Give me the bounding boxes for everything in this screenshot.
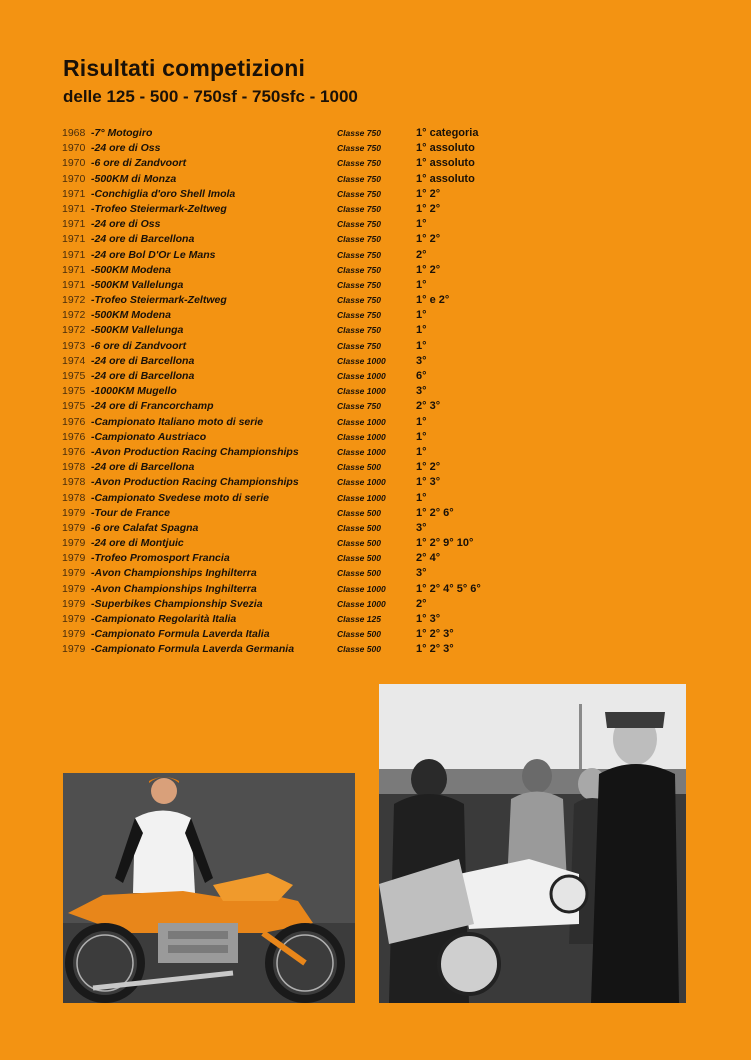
result-placement: 1° xyxy=(416,415,427,428)
result-placement: 1° xyxy=(416,218,427,231)
result-class: Classe 500 xyxy=(337,522,381,533)
result-event: -24 ore di Barcellona xyxy=(91,370,195,382)
result-event: -Trofeo Promosport Francia xyxy=(91,552,230,565)
result-row xyxy=(62,506,542,521)
result-event: -500KM Modena xyxy=(91,263,171,276)
result-placement: 1° 3° xyxy=(416,613,441,625)
result-placement: 1° 2° 3° xyxy=(416,643,454,656)
result-year: 1968 xyxy=(62,127,86,139)
result-row xyxy=(62,627,542,642)
result-placement: 1° 2° 4° 5° 6° xyxy=(416,582,481,595)
result-placement: 3° xyxy=(416,567,427,580)
result-year: 1972 xyxy=(62,294,86,307)
result-class: Classe 750 xyxy=(337,325,381,336)
result-row xyxy=(62,642,542,657)
result-year: 1979 xyxy=(62,537,86,550)
result-year: 1979 xyxy=(62,597,86,610)
result-row xyxy=(62,460,542,475)
result-event: -1000KM Mugello xyxy=(91,385,177,398)
result-row xyxy=(62,384,542,399)
result-row xyxy=(62,399,542,414)
result-class: Classe 750 xyxy=(337,173,381,184)
result-year: 1971 xyxy=(62,202,86,215)
result-row xyxy=(62,551,542,566)
result-class: Classe 125 xyxy=(337,614,381,624)
result-placement: 1° 2° 9° 10° xyxy=(416,537,474,550)
result-year: 1975 xyxy=(62,400,86,413)
result-year: 1978 xyxy=(62,476,86,489)
result-row xyxy=(62,597,542,612)
result-placement: 1° 2° xyxy=(416,233,441,246)
result-year: 1979 xyxy=(62,582,86,595)
rider-with-motorcycle-photo xyxy=(63,773,355,1003)
result-row xyxy=(62,278,542,293)
result-class: Classe 1000 xyxy=(337,583,386,594)
result-year: 1976 xyxy=(62,415,86,428)
result-placement: 6° xyxy=(416,370,427,382)
result-event: -Campionato Regolarità Italia xyxy=(91,613,237,625)
result-class: Classe 1000 xyxy=(337,492,386,503)
result-row xyxy=(62,582,542,597)
page-title: Risultati competizioni xyxy=(63,55,306,81)
result-event: -Tour de France xyxy=(91,506,170,519)
result-row xyxy=(62,187,542,202)
result-year: 1978 xyxy=(62,461,86,474)
result-class: Classe 1000 xyxy=(337,386,386,397)
result-class: Classe 750 xyxy=(337,128,381,138)
result-row xyxy=(62,566,542,581)
result-row xyxy=(62,521,542,536)
result-placement: 3° xyxy=(416,385,427,398)
result-class: Classe 750 xyxy=(337,264,381,275)
result-class: Classe 1000 xyxy=(337,416,386,427)
result-placement: 1° 2° xyxy=(416,263,441,276)
result-year: 1970 xyxy=(62,142,86,155)
result-event: -Campionato Italiano moto di serie xyxy=(91,415,264,428)
result-year: 1978 xyxy=(62,491,86,504)
result-class: Classe 750 xyxy=(337,188,381,199)
result-event: -Conchiglia d'oro Shell Imola xyxy=(91,187,236,200)
result-year: 1974 xyxy=(62,354,86,367)
paddock-black-white-photo xyxy=(379,684,686,1003)
result-class: Classe 750 xyxy=(337,143,381,154)
result-year: 1975 xyxy=(62,370,86,382)
result-class: Classe 750 xyxy=(337,340,381,351)
result-year: 1970 xyxy=(62,172,86,185)
result-class: Classe 500 xyxy=(337,629,381,640)
result-row xyxy=(62,491,542,506)
result-event: -6 ore di Zandvoort xyxy=(91,339,187,352)
result-class: Classe 500 xyxy=(337,462,381,473)
result-event: -Avon Production Racing Championships xyxy=(91,476,299,489)
result-class: Classe 1000 xyxy=(337,355,386,366)
result-event: -Campionato Svedese moto di serie xyxy=(91,491,269,504)
result-class: Classe 1000 xyxy=(337,598,386,609)
result-row xyxy=(62,202,542,217)
result-year: 1971 xyxy=(62,263,86,276)
result-placement: 1° xyxy=(416,278,427,291)
result-year: 1979 xyxy=(62,628,86,641)
result-class: Classe 500 xyxy=(337,644,381,655)
result-placement: 1° xyxy=(416,309,427,322)
result-event: -24 ore di Oss xyxy=(91,142,161,155)
result-event: -24 ore di Barcellona xyxy=(91,354,195,367)
result-event: -500KM Vallelunga xyxy=(91,324,184,337)
result-row xyxy=(62,156,542,171)
result-year: 1972 xyxy=(62,324,86,337)
result-placement: 1° assoluto xyxy=(416,142,475,155)
result-event: -7° Motogiro xyxy=(91,127,153,139)
result-placement: 1° e 2° xyxy=(416,294,450,307)
result-row xyxy=(62,308,542,323)
result-placement: 1° xyxy=(416,430,427,443)
result-year: 1979 xyxy=(62,643,86,656)
result-row xyxy=(62,293,542,308)
result-event: -Avon Production Racing Championships xyxy=(91,445,299,458)
result-placement: 1° xyxy=(416,324,427,337)
result-year: 1976 xyxy=(62,430,86,443)
result-event: -Superbikes Championship Svezia xyxy=(91,597,263,610)
result-event: -500KM di Monza xyxy=(91,172,177,185)
result-class: Classe 500 xyxy=(337,538,381,549)
result-event: -24 ore di Barcellona xyxy=(91,461,195,474)
result-placement: 2° xyxy=(416,248,427,261)
result-class: Classe 750 xyxy=(337,310,381,321)
result-class: Classe 750 xyxy=(337,219,381,230)
result-placement: 1° 2° 3° xyxy=(416,628,454,641)
result-row xyxy=(62,536,542,551)
result-class: Classe 1000 xyxy=(337,431,386,442)
result-placement: 2° 4° xyxy=(416,552,441,565)
result-placement: 1° 2° xyxy=(416,202,441,215)
result-class: Classe 500 xyxy=(337,553,381,564)
result-class: Classe 750 xyxy=(337,279,381,290)
result-year: 1979 xyxy=(62,521,86,534)
result-year: 1976 xyxy=(62,445,86,458)
result-class: Classe 750 xyxy=(337,158,381,169)
result-class: Classe 750 xyxy=(337,234,381,245)
result-event: -24 ore di Montjuic xyxy=(91,537,184,550)
result-row xyxy=(62,232,542,247)
result-placement: 1° categoria xyxy=(416,127,479,139)
result-event: -Avon Championships Inghilterra xyxy=(91,567,257,580)
result-class: Classe 500 xyxy=(337,568,381,579)
result-class: Classe 750 xyxy=(337,203,381,214)
result-event: -6 ore Calafat Spagna xyxy=(91,521,199,534)
result-event: -Trofeo Steiermark-Zeltweg xyxy=(91,202,227,215)
result-year: 1979 xyxy=(62,552,86,565)
result-event: -Avon Championships Inghilterra xyxy=(91,582,257,595)
result-event: -Campionato Austriaco xyxy=(91,430,207,443)
result-placement: 2° xyxy=(416,597,427,610)
result-row xyxy=(62,339,542,354)
result-class: Classe 1000 xyxy=(337,371,386,381)
result-row xyxy=(62,475,542,490)
result-event: -500KM Vallelunga xyxy=(91,278,184,291)
result-event: -24 ore di Oss xyxy=(91,218,161,231)
result-event: -Campionato Formula Laverda Italia xyxy=(91,628,270,641)
result-year: 1972 xyxy=(62,309,86,322)
result-year: 1979 xyxy=(62,506,86,519)
result-row xyxy=(62,612,542,627)
result-row xyxy=(62,323,542,338)
result-placement: 3° xyxy=(416,354,427,367)
result-event: -6 ore di Zandvoort xyxy=(91,157,187,170)
result-placement: 1° 2° xyxy=(416,187,441,200)
result-row xyxy=(62,126,542,141)
result-class: Classe 750 xyxy=(337,295,381,306)
result-placement: 1° assoluto xyxy=(416,157,475,170)
result-year: 1975 xyxy=(62,385,86,398)
result-placement: 1° 3° xyxy=(416,476,441,489)
result-year: 1970 xyxy=(62,157,86,170)
result-class: Classe 500 xyxy=(337,507,381,518)
result-row xyxy=(62,354,542,369)
result-row xyxy=(62,263,542,278)
result-year: 1971 xyxy=(62,278,86,291)
result-row xyxy=(62,217,542,232)
result-class: Classe 1000 xyxy=(337,446,386,457)
result-event: -24 ore Bol D'Or Le Mans xyxy=(91,248,216,261)
result-placement: 3° xyxy=(416,521,427,534)
result-event: -24 ore di Francorchamp xyxy=(91,400,214,413)
result-row xyxy=(62,172,542,187)
result-year: 1971 xyxy=(62,248,86,261)
result-event: -Campionato Formula Laverda Germania xyxy=(91,643,295,656)
result-placement: 1° xyxy=(416,445,427,458)
result-placement: 2° 3° xyxy=(416,400,441,413)
result-row xyxy=(62,445,542,460)
result-placement: 1° assoluto xyxy=(416,172,475,185)
result-placement: 1° 2° xyxy=(416,461,441,474)
result-row xyxy=(62,430,542,445)
result-row xyxy=(62,141,542,156)
result-class: Classe 750 xyxy=(337,249,381,260)
result-year: 1979 xyxy=(62,567,86,580)
result-event: -500KM Modena xyxy=(91,309,171,322)
result-placement: 1° xyxy=(416,339,427,352)
result-placement: 1° 2° 6° xyxy=(416,506,454,519)
page-subtitle: delle 125 - 500 - 750sf - 750sfc - 1000 xyxy=(63,87,358,106)
result-class: Classe 750 xyxy=(337,401,381,412)
result-year: 1971 xyxy=(62,187,86,200)
result-placement: 1° xyxy=(416,491,427,504)
result-event: -Trofeo Steiermark-Zeltweg xyxy=(91,294,227,307)
result-row xyxy=(62,415,542,430)
result-year: 1971 xyxy=(62,233,86,246)
result-year: 1971 xyxy=(62,218,86,231)
result-row xyxy=(62,369,542,384)
result-year: 1979 xyxy=(62,613,86,625)
result-year: 1973 xyxy=(62,339,86,352)
results-list xyxy=(62,126,542,658)
result-event: -24 ore di Barcellona xyxy=(91,233,195,246)
result-class: Classe 1000 xyxy=(337,477,386,488)
result-row xyxy=(62,248,542,263)
